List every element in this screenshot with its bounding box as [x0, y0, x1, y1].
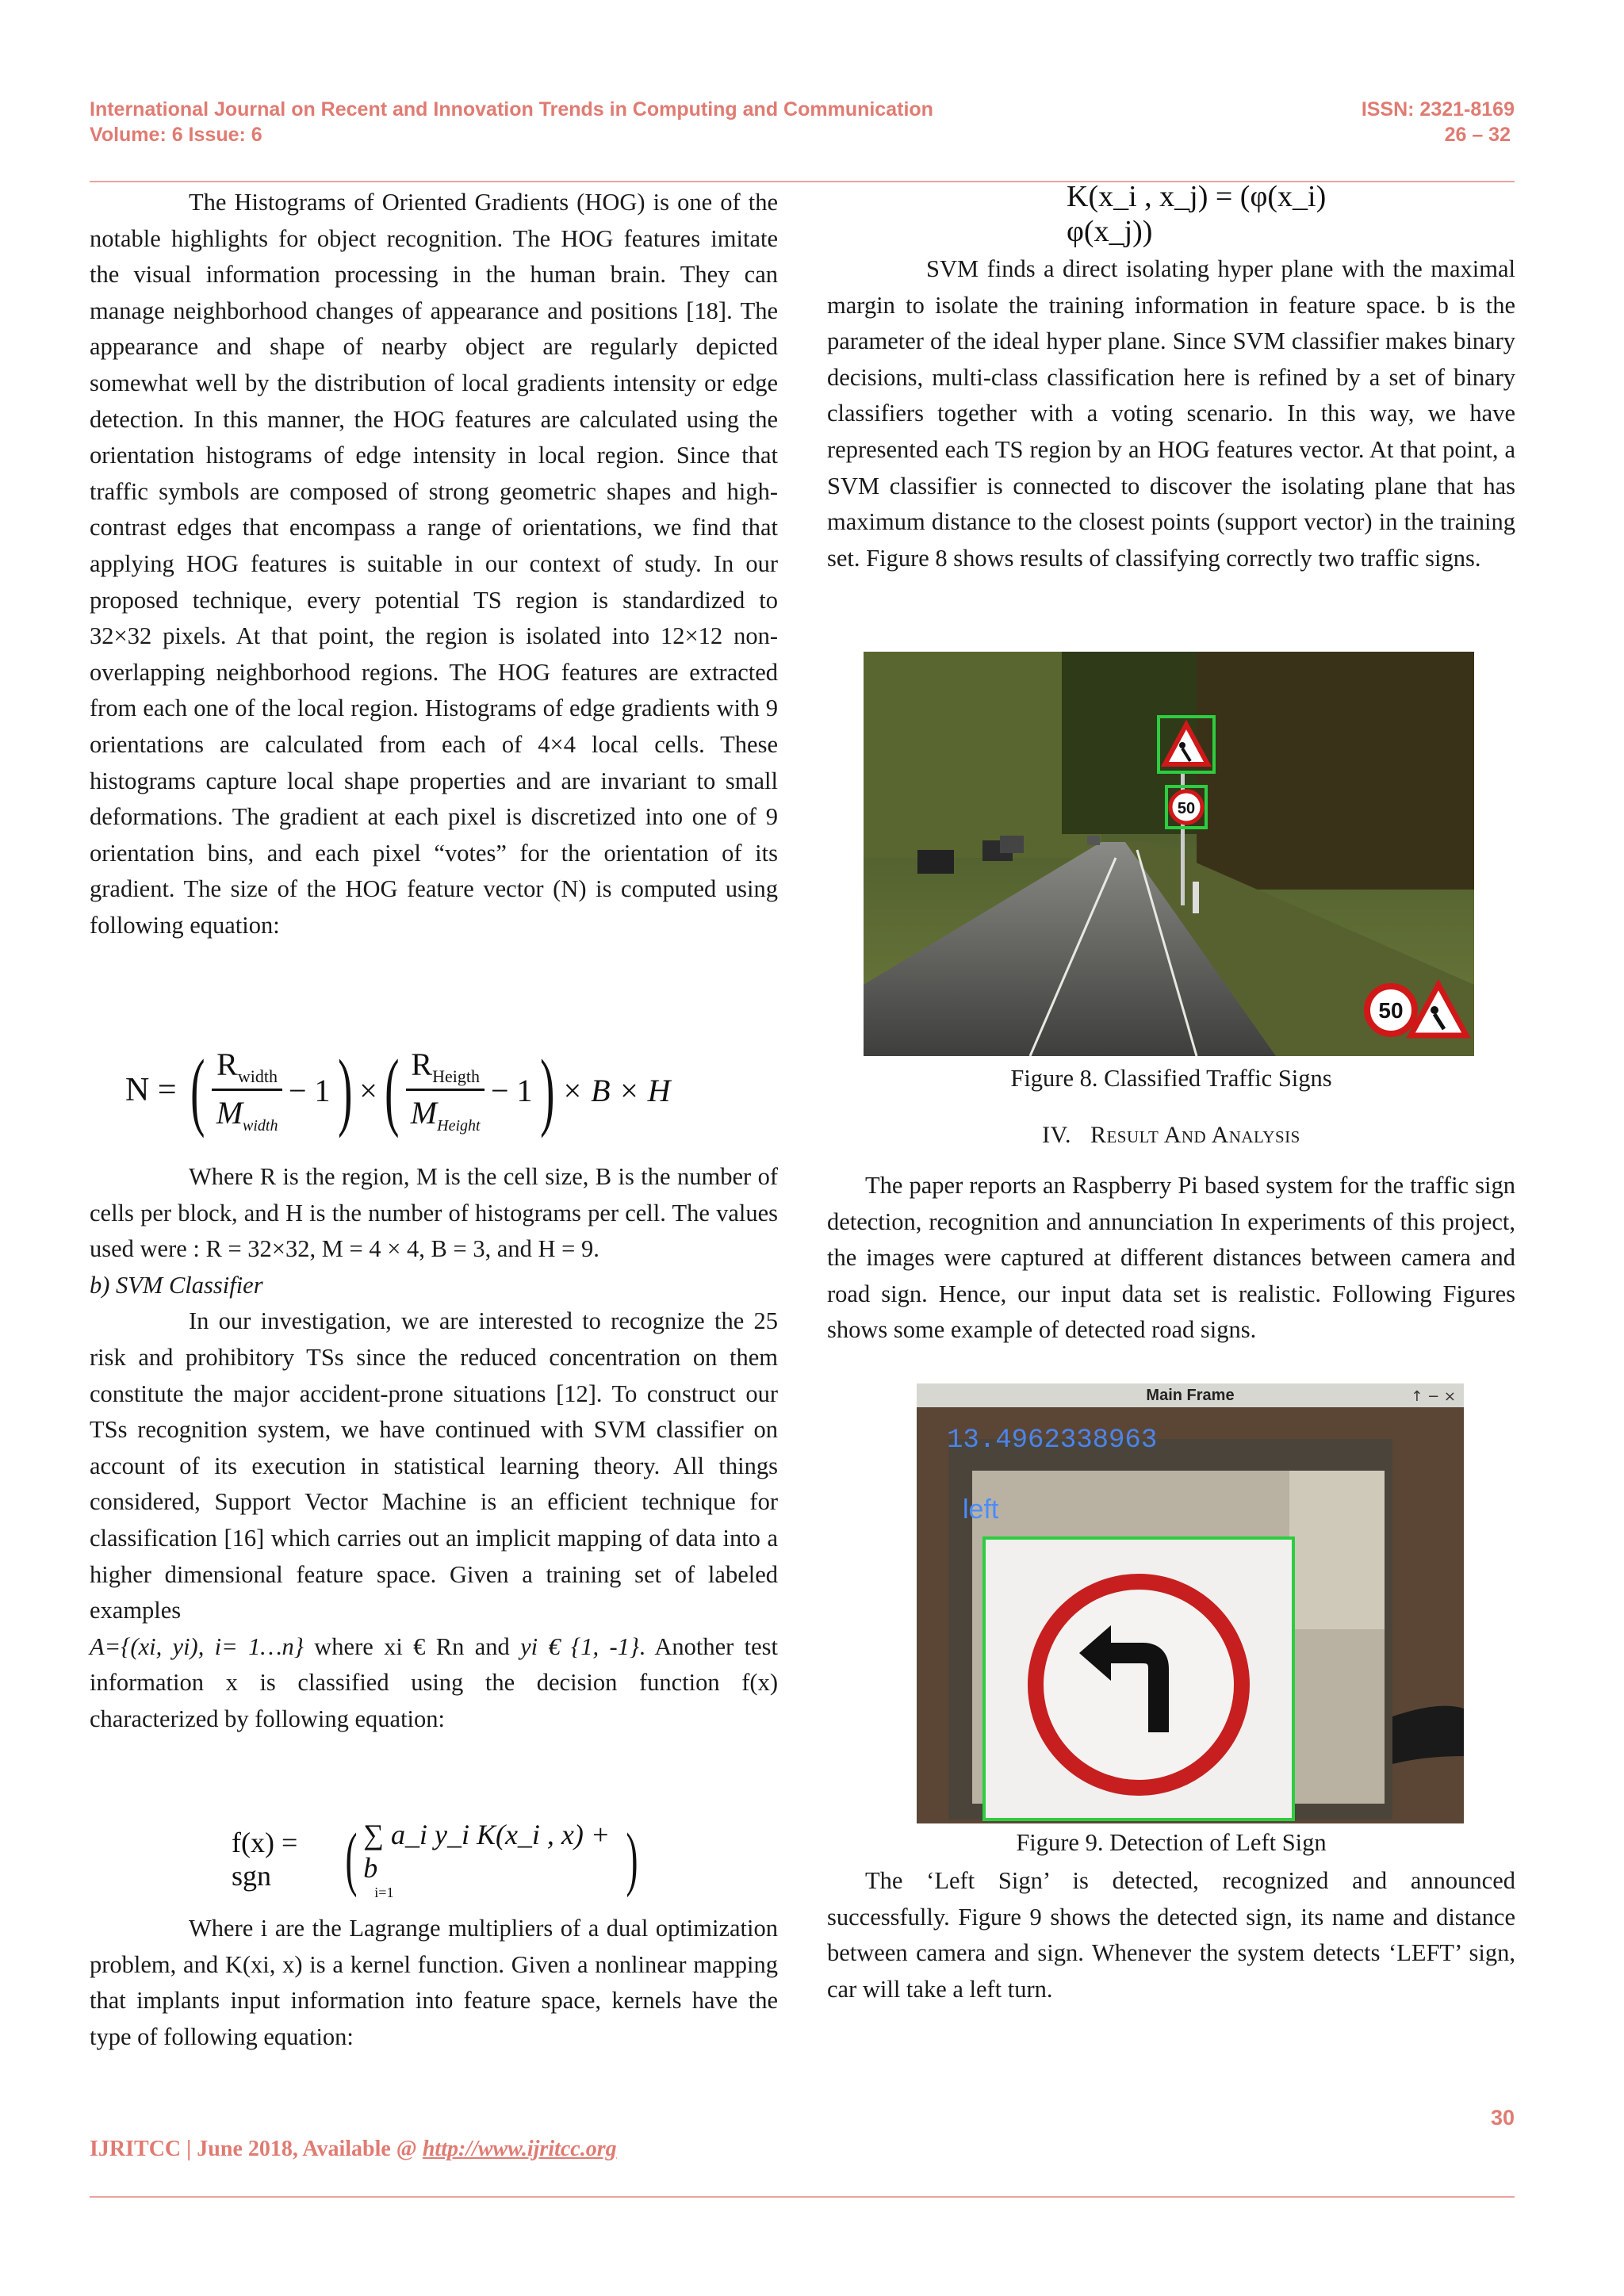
left-sign-detection-window [917, 1383, 1464, 1823]
subsection-svm: b) SVM Classifier [90, 1271, 263, 1299]
eq-f-lhs: f(x) = sgn [232, 1827, 298, 1892]
page-range: 26 – 32 [1444, 124, 1511, 146]
paragraph-svm: In our investigation, we are interested to recognize the 25 risk and prohibitory TSs since the reduced concentration on them constitute the major accident-prone situations [12]. To construct our TSs recognition system, we have continued with SVM classifier on account of its execution in statistical learning theory. All things considered, Support Vector Machine is an efficient technique for classification [16] which carries out an implicit mapping of data into a higher dimensional feature space. Given a training set of labeled examples [90, 1307, 778, 1624]
eq-tail: × B × H [561, 1072, 671, 1108]
paragraph-results: The paper reports an Raspberry Pi based system for the traffic sign detection, recognition and annunciation In experiments of this project, the images were captured at different distances between camera and road sign. Hence, our input data set is realistic. Following Figures shows some example of detected road signs. [827, 1172, 1515, 1344]
page-number: 30 [1490, 2106, 1515, 2130]
eq-paren-open-2: ( [384, 1042, 400, 1138]
road-scene-illustration [864, 652, 1474, 1056]
paragraph-svm-hyperplane: SVM finds a direct isolating hyper plane with the maximal margin to isolate the training information in feature space. b is the parameter of the ideal hyper plane. Since SVM classifier makes binary decisions, multi-class classification here is refined by a set of binary classifiers together with a voting scenario. In this way, we have represented each TS region by an HOG features vector. At that point, a SVM classifier is connected to discover the isolating plane that has maximum distance to the closest points (support vector) in the training set. Figure 8 shows results of classifying correctly two traffic signs. [827, 255, 1515, 572]
eq-paren-close-2: ) [539, 1042, 555, 1138]
figure-9-caption: Figure 9. Detection of Left Sign [1016, 1829, 1327, 1856]
journal-title: International Journal on Recent and Innovation Trends in Computing and Communication [90, 98, 933, 121]
issn: ISSN: 2321-8169 [1361, 98, 1515, 121]
eq-minus-2: − 1 [490, 1072, 533, 1108]
paragraph-where-r: Where R is the region, M is the cell size, B is the number of cells per block, and H is the number of histograms per cell. The values used were : R = 32×32, M = 4 × 4, B = 3, and H = 9. [90, 1163, 778, 1263]
footer-text: IJRITCC | June 2018, Available @ http://www.ijritcc.org [90, 2137, 617, 2161]
paragraph-training-set: A={(xi, yi), i= 1…n} where xi € Rn and yi € {1, -1}. Another test information x is classified using the decision function f(x) characterized by following equation: [90, 1632, 778, 1732]
paragraph-lagrange: Where i are the Lagrange multipliers of a dual optimization problem, and K(xi, x) is a kernel function. Given a nonlinear mapping that implants input information into feature space, kernels have the type of following equation: [90, 1915, 778, 2050]
eq-paren-close-1: ) [337, 1042, 353, 1138]
equation-kernel: K(x_i , x_j) = (φ(x_i) φ(x_j)) [1067, 180, 1327, 248]
equation-decision-function: f(x) = sgn ( ∑ a_i y_i K(x_i , x) + b i=1 ) [232, 1818, 638, 1900]
left-column-mid [90, 1159, 778, 1738]
paragraph-left-sign: The ‘Left Sign’ is detected, recognized and announced successfully. Figure 9 shows the detected sign, its name and distance between camera and sign. Whenever the system detects ‘LEFT’ sign, car will take a left turn. [827, 1867, 1515, 2003]
eq-paren-open-1: ( [190, 1042, 205, 1138]
right-column-top [827, 251, 1515, 576]
distance-readout: 13.4962338963 [947, 1425, 1158, 1456]
footer-link[interactable]: http://www.ijritcc.org [422, 2137, 617, 2161]
left-column-top [90, 185, 778, 943]
figure-9-image [917, 1383, 1464, 1823]
left-column-bottom [90, 1911, 778, 2055]
right-column-mid [827, 1168, 1515, 1349]
eq-n-lhs: N = [125, 1072, 177, 1108]
figure-8-caption: Figure 8. Classified Traffic Signs [1010, 1065, 1332, 1092]
footer-rule [90, 2196, 1515, 2198]
volume-issue: Volume: 6 Issue: 6 [90, 124, 262, 146]
section-heading-iv: IV. Result And Analysis [1042, 1122, 1300, 1148]
eq-minus-1: − 1 [288, 1072, 331, 1108]
eq-f-limit: i=1 [374, 1884, 394, 1900]
window-title: Main Frame [1146, 1387, 1235, 1404]
speed-sign-top-label: 50 [1177, 800, 1196, 817]
eq-fraction-2: $\frac{R_{Heigth}}{M_{Height}}$ [406, 1046, 485, 1135]
eq-times: × [359, 1072, 377, 1108]
window-controls: ↑ − × [1411, 1388, 1456, 1405]
paragraph-hog: The Histograms of Oriented Gradients (HOG) is one of the notable highlights for object recognition. The HOG features imitate the visual information processing in the human brain. They can manage neighborhood changes of appearance and positions [18]. The appearance and shape of nearby object are regularly depicted somewhat well by the distribution of local gradients intensity or edge detection. In this manner, the HOG features are calculated using the orientation histograms of edge intensity in local region. Since that traffic symbols are composed of strong geometric shapes and high-contrast edges that encompass a range of orientations, we find that applying HOG features is suitable in our context of study. In our proposed technique, every potential TS region is standardized to 32×32 pixels. At that point, the region is isolated into 12×12 non-overlapping neighborhood regions. The HOG features are extracted from each one of the local region. Histograms of edge gradients with 9 orientations are calculated from each of 4×4 local cells. These histograms capture local shape properties and are invariant to small deformations. The gradient at each pixel is discretized into one of 9 orientation bins, and each pixel “votes” for the orientation of its gradient. The size of the HOG feature vector (N) is computed using following equation: [90, 189, 778, 939]
speed-sign-bottom-label: 50 [1378, 998, 1404, 1023]
right-column-bottom [827, 1863, 1515, 2007]
figure-8-image [864, 652, 1474, 1056]
equation-hog-size [125, 1035, 760, 1146]
eq-f-body: ∑ a_i y_i K(x_i , x) + b [363, 1818, 611, 1884]
detected-label: left [963, 1494, 999, 1525]
eq-fraction-1: $\frac{R_{width}}{M_{width}}$ [212, 1046, 282, 1135]
